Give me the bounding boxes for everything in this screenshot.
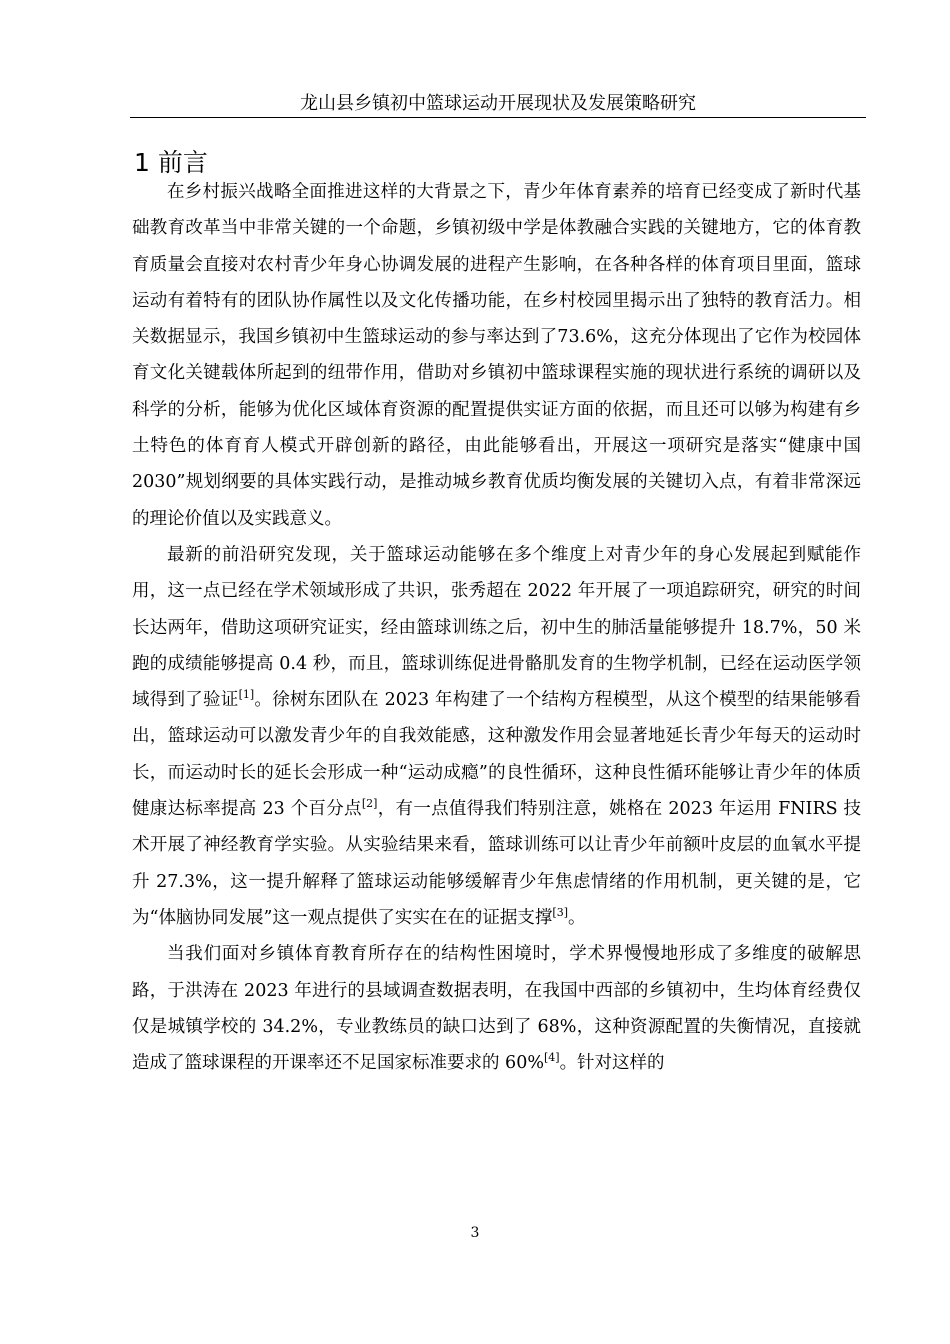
paragraph-text: 在乡村振兴战略全面推进这样的大背景之下，青少年体育素养的培育已经变成了新时代基础教育改革当中非常关键的一个命题，乡镇初级中学是体教融合实践的关键地方，它的体育教育质量会直接对农村青少年身心协调发展的进程产生影响，在各种各样的体育项目里面，篮球运动有着特有的团队协作属性以及文化传播功能，在乡村校园里揭示出了独特的教育活力。相关数据显示，我国乡镇初中生篮球运动的参与率达到了73.6%，这充分体现出了它作为校园体育文化关键载体所起到的纽带作用，借助对乡镇初中篮球课程实施的现状进行系统的调研以及科学的分析，能够为优化区域体育资源的配置提供实证方面的依据，而且还可以够为构建有乡土特色的体育育人模式开辟创新的路径，由此能够看出，开展这一项研究是落实“健康中国2030”规划纲要的具体实践行动，是推动城乡教育优质均衡发展的关键切入点，有着非常深远的理论价值以及实践意义。 xyxy=(132,182,861,529)
paragraph-text: 当我们面对乡镇体育教育所存在的结构性困境时，学术界慢慢地形成了多维度的破解思路，于洪涛在 2023 年进行的县域调查数据表明，在我国中西部的乡镇初中，生均体育经费仅仅是城镇学校的 34.2%，专业教练员的缺口达到了 68%，这种资源配置的失衡情况，直接就造成了篮球课程的开课率还不足国家标准要求的 60% xyxy=(132,944,861,1074)
section-heading: 1 前言 xyxy=(134,148,208,177)
body-paragraph xyxy=(132,174,861,537)
paragraph-text: 。针对这样的 xyxy=(559,1053,665,1074)
citation-ref: [1] xyxy=(238,688,255,702)
running-header: 龙山县乡镇初中篮球运动开展现状及发展策略研究 xyxy=(300,93,696,114)
body-paragraph xyxy=(132,936,861,1081)
header-divider xyxy=(130,117,866,118)
citation-ref: [4] xyxy=(543,1051,560,1065)
paragraph-text: 。徐树东团队在 2023 年构建了一个结构方程模型，从这个模型的结果能够看出，篮球运动可以激发青少年的自我效能感，这种激发作用会显著地延长青少年每天的运动时长，而运动时长的延长会形成一种“运动成瘾”的良性循环，这种良性循环能够让青少年的体质健康达标率提高 23 个百分点 xyxy=(132,690,861,820)
citation-ref: [2] xyxy=(361,797,378,811)
page-number: 3 xyxy=(470,1225,480,1241)
body-paragraph xyxy=(132,537,861,936)
paragraph-text: 。 xyxy=(568,907,586,928)
paragraph-text: 最新的前沿研究发现，关于篮球运动能够在多个维度上对青少年的身心发展起到赋能作用，这一点已经在学术领域形成了共识，张秀超在 2022 年开展了一项追踪研究，研究的时间长达两年，借助这项研究证实，经由篮球训练之后，初中生的肺活量能够提升 18.7%，50 米跑的成绩能够提高 0.4 秒，而且，篮球训练促进骨骼肌发育的生物学机制，已经在运动医学领域得到了验证 xyxy=(132,544,861,711)
citation-ref: [3] xyxy=(552,905,568,919)
paragraph-text: ，有一点值得我们特别注意，姚格在 2023 年运用 FNIRS 技术开展了神经教育学实验。从实验结果来看，篮球训练可以让青少年前额叶皮层的血氧水平提升 27.3%，这一提升解释了篮球运动能够缓解青少年焦虑情绪的作用机制，更关键的是，它为“体脑协同发展”这一观点提供了实实在在的证据支撑 xyxy=(132,799,861,928)
body-text xyxy=(132,174,861,1081)
